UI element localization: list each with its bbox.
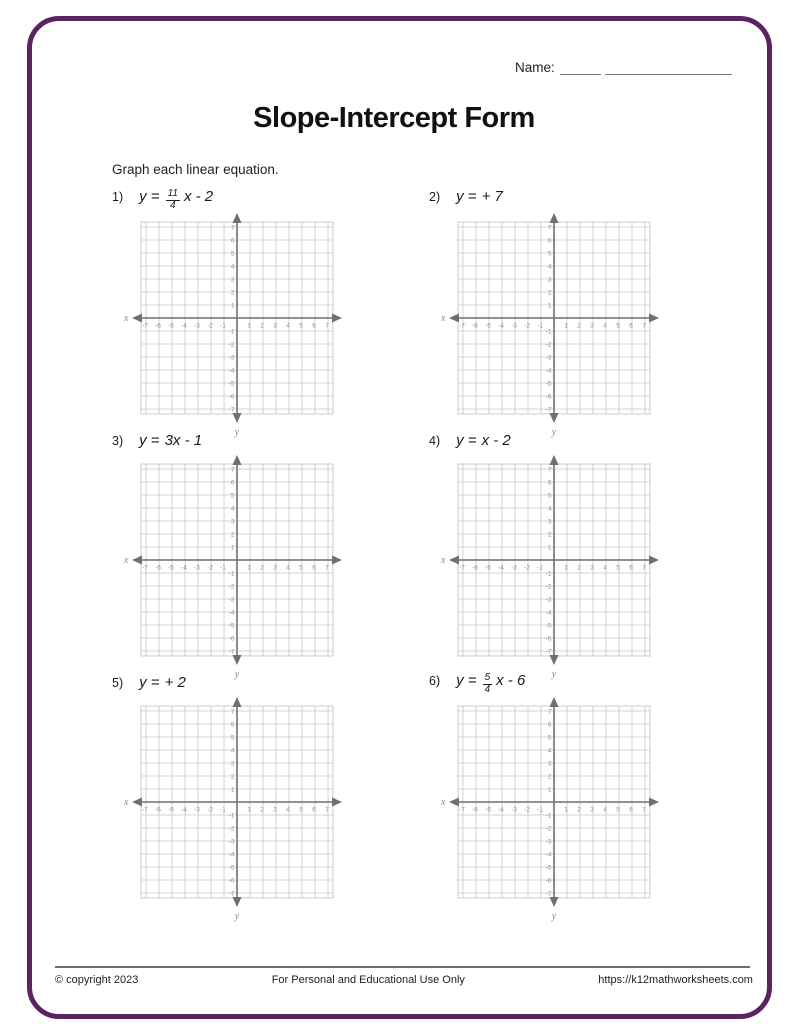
- svg-text:-6: -6: [155, 806, 161, 814]
- svg-text:-6: -6: [545, 635, 552, 643]
- svg-text:y: y: [551, 427, 557, 438]
- svg-text:-7: -7: [142, 806, 148, 814]
- svg-text:-6: -6: [472, 322, 478, 330]
- svg-text:-3: -3: [545, 596, 552, 604]
- svg-text:5: 5: [547, 734, 552, 742]
- svg-text:x: x: [124, 313, 129, 324]
- svg-text:-5: -5: [228, 380, 235, 388]
- svg-text:-5: -5: [168, 322, 174, 330]
- svg-text:-4: -4: [181, 322, 187, 330]
- svg-text:6: 6: [629, 564, 633, 572]
- coordinate-grid-6: [438, 692, 668, 924]
- svg-text:-1: -1: [545, 812, 552, 820]
- svg-text:-7: -7: [545, 890, 552, 898]
- svg-text:-7: -7: [228, 890, 235, 898]
- svg-text:-5: -5: [168, 806, 174, 814]
- problem-2-equation: y = + 7: [456, 188, 503, 205]
- svg-text:-2: -2: [228, 825, 235, 833]
- svg-text:1: 1: [230, 302, 235, 310]
- svg-text:2: 2: [547, 289, 552, 297]
- svg-text:3: 3: [230, 760, 235, 768]
- svg-text:-1: -1: [228, 328, 235, 336]
- svg-text:x: x: [441, 555, 446, 566]
- svg-text:y: y: [234, 911, 240, 922]
- svg-text:y: y: [234, 427, 240, 438]
- svg-text:3: 3: [230, 518, 235, 526]
- svg-text:2: 2: [547, 531, 552, 539]
- svg-text:-7: -7: [142, 322, 148, 330]
- svg-text:5: 5: [230, 492, 235, 500]
- svg-text:4: 4: [547, 263, 552, 271]
- svg-text:-7: -7: [142, 564, 148, 572]
- svg-text:-7: -7: [545, 648, 552, 656]
- svg-text:y: y: [551, 669, 557, 680]
- svg-text:-6: -6: [155, 322, 161, 330]
- svg-text:7: 7: [325, 806, 329, 814]
- svg-text:1: 1: [230, 544, 235, 552]
- footer-divider: [55, 966, 750, 968]
- svg-text:7: 7: [230, 708, 235, 716]
- svg-text:3: 3: [273, 322, 277, 330]
- svg-text:3: 3: [590, 322, 594, 330]
- svg-text:-4: -4: [545, 609, 552, 617]
- svg-text:-2: -2: [524, 322, 530, 330]
- svg-text:6: 6: [629, 322, 633, 330]
- svg-text:6: 6: [230, 479, 235, 487]
- svg-text:-2: -2: [207, 806, 213, 814]
- svg-text:x: x: [124, 797, 129, 808]
- svg-text:-3: -3: [545, 354, 552, 362]
- svg-text:-4: -4: [498, 322, 504, 330]
- footer: [55, 974, 753, 986]
- svg-text:-2: -2: [207, 564, 213, 572]
- fraction: $\frac{11}{4}$: [167, 188, 178, 211]
- fraction: $\frac{5}{4}$: [484, 672, 491, 695]
- problem-5-number: 5): [112, 676, 124, 691]
- footer-url[interactable]: https://k12mathworksheets.com: [598, 974, 753, 986]
- svg-text:7: 7: [642, 806, 646, 814]
- problem-2-number: 2): [429, 190, 441, 205]
- svg-text:-3: -3: [545, 838, 552, 846]
- svg-text:6: 6: [547, 721, 552, 729]
- svg-text:7: 7: [230, 224, 235, 232]
- svg-text:5: 5: [230, 250, 235, 258]
- svg-text:-1: -1: [537, 322, 543, 330]
- svg-text:4: 4: [603, 564, 607, 572]
- svg-text:-3: -3: [194, 806, 200, 814]
- svg-text:-4: -4: [545, 367, 552, 375]
- problem-2: [429, 188, 503, 205]
- svg-text:-3: -3: [228, 354, 235, 362]
- svg-text:-6: -6: [228, 877, 235, 885]
- svg-text:-5: -5: [545, 380, 552, 388]
- svg-text:-2: -2: [524, 564, 530, 572]
- svg-text:7: 7: [547, 224, 552, 232]
- svg-text:-1: -1: [545, 328, 552, 336]
- svg-text:3: 3: [230, 276, 235, 284]
- svg-text:-7: -7: [459, 806, 465, 814]
- problem-5-equation: y = + 2: [139, 674, 186, 691]
- svg-text:3: 3: [273, 806, 277, 814]
- svg-text:-6: -6: [545, 877, 552, 885]
- svg-text:2: 2: [230, 289, 235, 297]
- svg-text:2: 2: [577, 564, 581, 572]
- svg-text:6: 6: [230, 721, 235, 729]
- svg-text:-5: -5: [228, 864, 235, 872]
- svg-text:1: 1: [547, 786, 552, 794]
- svg-text:6: 6: [312, 322, 316, 330]
- svg-text:x: x: [124, 555, 129, 566]
- svg-text:-6: -6: [155, 564, 161, 572]
- problem-6-number: 6): [429, 674, 441, 689]
- svg-text:-3: -3: [511, 806, 517, 814]
- svg-text:2: 2: [260, 564, 264, 572]
- svg-text:-2: -2: [228, 341, 235, 349]
- svg-text:-6: -6: [472, 806, 478, 814]
- svg-text:6: 6: [629, 806, 633, 814]
- svg-text:-3: -3: [194, 564, 200, 572]
- problem-4-number: 4): [429, 434, 441, 449]
- svg-text:7: 7: [230, 466, 235, 474]
- svg-text:3: 3: [590, 564, 594, 572]
- svg-text:-2: -2: [228, 583, 235, 591]
- svg-text:-6: -6: [545, 393, 552, 401]
- svg-text:6: 6: [312, 564, 316, 572]
- svg-text:x: x: [441, 313, 446, 324]
- svg-text:-7: -7: [228, 406, 235, 414]
- svg-text:-4: -4: [498, 806, 504, 814]
- svg-text:5: 5: [299, 806, 303, 814]
- svg-text:-7: -7: [459, 322, 465, 330]
- coordinate-grid-2: [438, 208, 668, 440]
- svg-text:1: 1: [247, 322, 251, 330]
- svg-text:6: 6: [547, 237, 552, 245]
- svg-text:-4: -4: [545, 851, 552, 859]
- svg-text:7: 7: [547, 466, 552, 474]
- svg-text:-3: -3: [228, 596, 235, 604]
- svg-text:-1: -1: [220, 322, 226, 330]
- svg-text:4: 4: [230, 747, 235, 755]
- svg-text:-5: -5: [485, 322, 491, 330]
- svg-text:3: 3: [590, 806, 594, 814]
- svg-text:-3: -3: [228, 838, 235, 846]
- svg-text:-2: -2: [524, 806, 530, 814]
- problem-4-equation: y = x - 2: [456, 432, 511, 449]
- svg-text:4: 4: [230, 263, 235, 271]
- svg-text:1: 1: [564, 564, 568, 572]
- svg-text:y: y: [551, 911, 557, 922]
- svg-text:-7: -7: [228, 648, 235, 656]
- svg-text:4: 4: [547, 505, 552, 513]
- svg-text:-3: -3: [194, 322, 200, 330]
- svg-text:-1: -1: [228, 812, 235, 820]
- name-label: Name:: [515, 60, 555, 75]
- page-title: Slope-Intercept Form: [253, 102, 535, 134]
- svg-text:3: 3: [273, 564, 277, 572]
- name-blank-line-1: [560, 61, 601, 75]
- svg-text:-4: -4: [498, 564, 504, 572]
- svg-text:y: y: [234, 669, 240, 680]
- svg-text:-6: -6: [228, 393, 235, 401]
- svg-text:7: 7: [642, 322, 646, 330]
- svg-text:x: x: [441, 797, 446, 808]
- svg-text:-6: -6: [228, 635, 235, 643]
- svg-text:-4: -4: [228, 609, 235, 617]
- coordinate-grid-1: [121, 208, 351, 440]
- svg-text:-1: -1: [220, 806, 226, 814]
- svg-text:-5: -5: [545, 864, 552, 872]
- svg-text:6: 6: [547, 479, 552, 487]
- svg-text:2: 2: [547, 773, 552, 781]
- svg-text:6: 6: [312, 806, 316, 814]
- svg-text:-1: -1: [228, 570, 235, 578]
- svg-text:5: 5: [547, 250, 552, 258]
- svg-text:2: 2: [260, 806, 264, 814]
- svg-text:5: 5: [299, 564, 303, 572]
- coordinate-grid-5: [121, 692, 351, 924]
- svg-text:3: 3: [547, 276, 552, 284]
- svg-text:1: 1: [547, 544, 552, 552]
- svg-text:-3: -3: [511, 564, 517, 572]
- problem-1-number: 1): [112, 190, 124, 205]
- svg-text:4: 4: [230, 505, 235, 513]
- svg-text:5: 5: [616, 564, 620, 572]
- svg-text:-4: -4: [181, 806, 187, 814]
- svg-text:-2: -2: [545, 583, 552, 591]
- svg-text:-1: -1: [545, 570, 552, 578]
- svg-text:5: 5: [230, 734, 235, 742]
- svg-text:-4: -4: [228, 367, 235, 375]
- problem-3-number: 3): [112, 434, 124, 449]
- svg-text:7: 7: [325, 322, 329, 330]
- svg-text:4: 4: [547, 747, 552, 755]
- coordinate-grid-3: [121, 450, 351, 682]
- svg-text:5: 5: [299, 322, 303, 330]
- svg-text:-1: -1: [537, 806, 543, 814]
- svg-text:2: 2: [577, 322, 581, 330]
- svg-text:7: 7: [642, 564, 646, 572]
- svg-text:-7: -7: [459, 564, 465, 572]
- svg-text:3: 3: [547, 760, 552, 768]
- svg-text:1: 1: [247, 806, 251, 814]
- svg-text:4: 4: [286, 322, 290, 330]
- name-blank-line-2: [605, 61, 732, 75]
- svg-text:6: 6: [230, 237, 235, 245]
- svg-text:1: 1: [547, 302, 552, 310]
- svg-text:4: 4: [286, 564, 290, 572]
- instructions: Graph each linear equation.: [112, 162, 279, 177]
- problem-3-equation: y = 3x - 1: [139, 432, 203, 449]
- svg-text:-5: -5: [485, 806, 491, 814]
- svg-text:2: 2: [577, 806, 581, 814]
- svg-text:2: 2: [260, 322, 264, 330]
- svg-text:-5: -5: [168, 564, 174, 572]
- svg-text:5: 5: [547, 492, 552, 500]
- svg-text:4: 4: [286, 806, 290, 814]
- coordinate-grid-4: [438, 450, 668, 682]
- svg-text:3: 3: [547, 518, 552, 526]
- svg-text:-5: -5: [228, 622, 235, 630]
- svg-text:5: 5: [616, 322, 620, 330]
- footer-copyright: © copyright 2023: [55, 974, 139, 986]
- svg-text:1: 1: [247, 564, 251, 572]
- svg-text:-4: -4: [181, 564, 187, 572]
- svg-text:-6: -6: [472, 564, 478, 572]
- svg-text:4: 4: [603, 806, 607, 814]
- svg-text:-2: -2: [545, 825, 552, 833]
- svg-text:5: 5: [616, 806, 620, 814]
- svg-text:1: 1: [230, 786, 235, 794]
- problem-6-equation: y = $\frac{5}{4}$ x - 6: [456, 672, 526, 695]
- svg-text:-7: -7: [545, 406, 552, 414]
- name-row: [515, 60, 732, 75]
- svg-text:7: 7: [325, 564, 329, 572]
- problem-1-equation: y = $\frac{11}{4}$ x - 2: [139, 188, 214, 211]
- svg-text:1: 1: [564, 806, 568, 814]
- svg-text:-5: -5: [485, 564, 491, 572]
- svg-text:2: 2: [230, 531, 235, 539]
- svg-text:-2: -2: [545, 341, 552, 349]
- svg-text:-1: -1: [220, 564, 226, 572]
- svg-text:-3: -3: [511, 322, 517, 330]
- svg-text:-2: -2: [207, 322, 213, 330]
- svg-text:7: 7: [547, 708, 552, 716]
- svg-text:-5: -5: [545, 622, 552, 630]
- svg-text:-4: -4: [228, 851, 235, 859]
- svg-text:1: 1: [564, 322, 568, 330]
- svg-text:4: 4: [603, 322, 607, 330]
- svg-text:-1: -1: [537, 564, 543, 572]
- footer-usage-note: For Personal and Educational Use Only: [271, 974, 465, 986]
- svg-text:2: 2: [230, 773, 235, 781]
